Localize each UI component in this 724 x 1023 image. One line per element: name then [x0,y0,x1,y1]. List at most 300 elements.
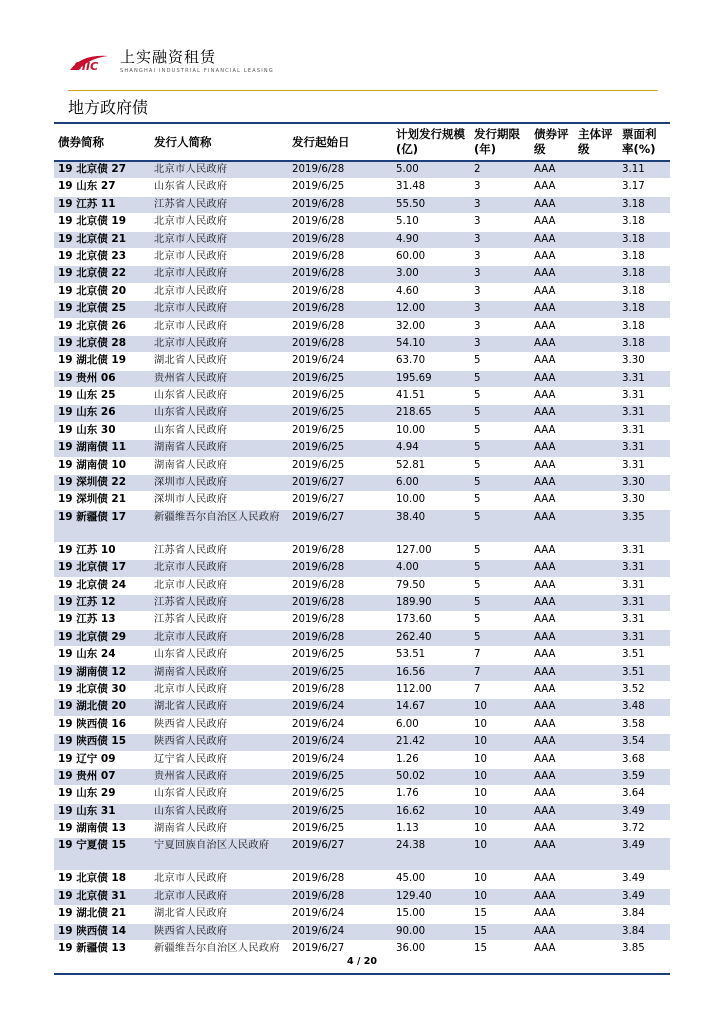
issuer-rating-cell [574,681,618,698]
bond-name-cell: 19 山东 30 [54,422,150,439]
term-cell: 5 [470,560,530,577]
bond-rating-cell: AAA [530,440,574,457]
coupon-rate-cell: 3.30 [618,475,670,492]
issue-date-cell: 2019/6/28 [288,335,392,352]
bond-name-cell: 19 北京债 23 [54,248,150,265]
issuer-cell: 山东省人民政府 [150,647,288,664]
table-row [54,647,670,664]
issue-size-cell: 1.76 [392,786,470,803]
bond-name-cell: 19 贵州 06 [54,370,150,387]
issuer-rating-cell [574,577,618,594]
term-cell: 5 [470,594,530,611]
bond-rating-cell: AAA [530,768,574,785]
term-cell: 10 [470,888,530,905]
bond-rating-cell: AAA [530,301,574,318]
issuer-cell: 山东省人民政府 [150,422,288,439]
company-name-en: SHANGHAI INDUSTRIAL FINANCIAL LEASING [120,68,274,74]
term-cell: 3 [470,301,530,318]
coupon-rate-cell: 3.30 [618,353,670,370]
issuer-rating-cell [574,542,618,559]
coupon-rate-cell: 3.18 [618,196,670,213]
bond-name-cell: 19 宁夏债 15 [54,838,150,871]
coupon-rate-cell: 3.18 [618,301,670,318]
issue-size-cell: 63.70 [392,353,470,370]
bond-rating-cell: AAA [530,612,574,629]
table-row [54,560,670,577]
issue-date-cell: 2019/6/28 [288,594,392,611]
issuer-cell: 北京市人民政府 [150,301,288,318]
section-title: 地方政府债 [68,98,149,117]
term-cell: 5 [470,440,530,457]
bond-name-cell: 19 山东 29 [54,786,150,803]
issue-size-cell: 36.00 [392,941,470,975]
issuer-cell: 山东省人民政府 [150,803,288,820]
issue-date-cell: 2019/6/25 [288,370,392,387]
coupon-rate-cell: 3.18 [618,266,670,283]
coupon-rate-cell: 3.49 [618,838,670,871]
coupon-rate-cell: 3.31 [618,388,670,405]
table-row [54,751,670,768]
issuer-cell: 北京市人民政府 [150,681,288,698]
issue-date-cell: 2019/6/25 [288,405,392,422]
coupon-rate-cell: 3.49 [618,888,670,905]
issue-date-cell: 2019/6/25 [288,803,392,820]
issuer-cell: 北京市人民政府 [150,248,288,265]
issue-size-cell: 129.40 [392,888,470,905]
issuer-rating-cell [574,301,618,318]
bond-rating-cell: AAA [530,560,574,577]
issuer-rating-cell [574,768,618,785]
issue-date-cell: 2019/6/28 [288,161,392,179]
bond-table [54,124,670,975]
coupon-rate-cell: 3.31 [618,440,670,457]
term-cell: 5 [470,542,530,559]
term-cell: 7 [470,664,530,681]
bond-rating-cell: AAA [530,664,574,681]
bond-rating-cell: AAA [530,821,574,838]
table-row [54,248,670,265]
coupon-rate-cell: 3.49 [618,871,670,888]
issue-date-cell: 2019/6/25 [288,786,392,803]
bond-name-cell: 19 北京债 27 [54,161,150,179]
issue-date-cell: 2019/6/27 [288,475,392,492]
issuer-rating-cell [574,179,618,196]
col-header: 债券评级 [530,124,574,161]
coupon-rate-cell: 3.51 [618,647,670,664]
coupon-rate-cell: 3.17 [618,179,670,196]
coupon-rate-cell: 3.49 [618,803,670,820]
issuer-cell: 北京市人民政府 [150,266,288,283]
issue-size-cell: 60.00 [392,248,470,265]
issuer-rating-cell [574,283,618,300]
bond-rating-cell: AAA [530,699,574,716]
term-cell: 5 [470,612,530,629]
table-row [54,821,670,838]
bond-rating-cell: AAA [530,838,574,871]
bond-name-cell: 19 北京债 22 [54,266,150,283]
term-cell: 7 [470,647,530,664]
issuer-rating-cell [574,871,618,888]
table-row [54,509,670,542]
issuer-cell: 新疆维吾尔自治区人民政府 [150,509,288,542]
coupon-rate-cell: 3.59 [618,768,670,785]
bond-rating-cell: AAA [530,161,574,179]
issue-size-cell: 50.02 [392,768,470,785]
issuer-cell: 湖南省人民政府 [150,457,288,474]
bond-rating-cell: AAA [530,629,574,646]
bond-rating-cell: AAA [530,196,574,213]
bond-rating-cell: AAA [530,716,574,733]
issue-date-cell: 2019/6/28 [288,266,392,283]
col-header: 发行人简称 [150,124,288,161]
issuer-cell: 北京市人民政府 [150,577,288,594]
bond-name-cell: 19 陕西债 15 [54,734,150,751]
table-row [54,422,670,439]
coupon-rate-cell: 3.84 [618,906,670,923]
coupon-rate-cell: 3.31 [618,560,670,577]
bond-rating-cell: AAA [530,492,574,509]
issuer-cell: 深圳市人民政府 [150,475,288,492]
bond-name-cell: 19 北京债 21 [54,231,150,248]
bond-name-cell: 19 北京债 18 [54,871,150,888]
term-cell: 10 [470,786,530,803]
issue-date-cell: 2019/6/28 [288,681,392,698]
bond-name-cell: 19 北京债 28 [54,335,150,352]
issue-date-cell: 2019/6/28 [288,283,392,300]
issue-date-cell: 2019/6/24 [288,906,392,923]
siic-logo [68,50,116,76]
coupon-rate-cell: 3.18 [618,318,670,335]
term-cell: 10 [470,751,530,768]
issuer-rating-cell [574,716,618,733]
bond-rating-cell: AAA [530,214,574,231]
table-body [54,161,670,974]
bond-rating-cell: AAA [530,803,574,820]
issue-size-cell: 6.00 [392,716,470,733]
issue-size-cell: 4.00 [392,560,470,577]
issue-size-cell: 5.10 [392,214,470,231]
coupon-rate-cell: 3.31 [618,542,670,559]
bond-name-cell: 19 山东 26 [54,405,150,422]
table-row [54,629,670,646]
issuer-rating-cell [574,370,618,387]
issue-size-cell: 52.81 [392,457,470,474]
header-divider [68,90,658,91]
bond-rating-cell: AAA [530,353,574,370]
table-row [54,318,670,335]
issuer-rating-cell [574,734,618,751]
issue-date-cell: 2019/6/24 [288,734,392,751]
issuer-cell: 湖北省人民政府 [150,699,288,716]
col-header: 票面利率(%) [618,124,670,161]
issuer-rating-cell [574,560,618,577]
table-row [54,283,670,300]
term-cell: 3 [470,196,530,213]
table-row [54,786,670,803]
issuer-rating-cell [574,492,618,509]
coupon-rate-cell: 3.31 [618,612,670,629]
table-row [54,353,670,370]
table-row [54,716,670,733]
table-row [54,871,670,888]
bond-name-cell: 19 湖南债 13 [54,821,150,838]
issuer-cell: 北京市人民政府 [150,283,288,300]
issuer-cell: 北京市人民政府 [150,335,288,352]
table-row [54,457,670,474]
bond-rating-cell: AAA [530,542,574,559]
term-cell: 5 [470,492,530,509]
issuer-rating-cell [574,786,618,803]
issuer-rating-cell [574,647,618,664]
term-cell: 15 [470,906,530,923]
issue-date-cell: 2019/6/25 [288,388,392,405]
issuer-cell: 山东省人民政府 [150,405,288,422]
coupon-rate-cell: 3.72 [618,821,670,838]
term-cell: 10 [470,699,530,716]
bond-name-cell: 19 湖南债 12 [54,664,150,681]
issue-size-cell: 32.00 [392,318,470,335]
bond-rating-cell: AAA [530,888,574,905]
term-cell: 5 [470,577,530,594]
term-cell: 15 [470,941,530,975]
coupon-rate-cell: 3.68 [618,751,670,768]
term-cell: 5 [470,422,530,439]
bond-rating-cell: AAA [530,475,574,492]
table-row [54,214,670,231]
table-row [54,440,670,457]
coupon-rate-cell: 3.18 [618,214,670,231]
issuer-cell: 湖南省人民政府 [150,664,288,681]
col-header: 发行期限(年) [470,124,530,161]
bond-rating-cell: AAA [530,594,574,611]
issuer-cell: 北京市人民政府 [150,214,288,231]
issue-size-cell: 1.26 [392,751,470,768]
bond-name-cell: 19 山东 25 [54,388,150,405]
bond-rating-cell: AAA [530,906,574,923]
issue-size-cell: 41.51 [392,388,470,405]
table-row [54,888,670,905]
bond-rating-cell: AAA [530,786,574,803]
term-cell: 3 [470,214,530,231]
coupon-rate-cell: 3.31 [618,422,670,439]
coupon-rate-cell: 3.84 [618,923,670,940]
term-cell: 3 [470,335,530,352]
coupon-rate-cell: 3.58 [618,716,670,733]
term-cell: 3 [470,283,530,300]
coupon-rate-cell: 3.51 [618,664,670,681]
issuer-rating-cell [574,405,618,422]
issuer-rating-cell [574,664,618,681]
issuer-rating-cell [574,161,618,179]
issuer-cell: 宁夏回族自治区人民政府 [150,838,288,871]
issuer-rating-cell [574,594,618,611]
issuer-cell: 湖南省人民政府 [150,440,288,457]
bond-name-cell: 19 湖南债 11 [54,440,150,457]
coupon-rate-cell: 3.64 [618,786,670,803]
table-row [54,179,670,196]
issue-date-cell: 2019/6/27 [288,509,392,542]
issue-size-cell: 173.60 [392,612,470,629]
coupon-rate-cell: 3.11 [618,161,670,179]
issuer-rating-cell [574,751,618,768]
issue-size-cell: 16.62 [392,803,470,820]
issue-date-cell: 2019/6/28 [288,301,392,318]
issue-size-cell: 195.69 [392,370,470,387]
bond-rating-cell: AAA [530,734,574,751]
issuer-cell: 江苏省人民政府 [150,542,288,559]
issue-size-cell: 16.56 [392,664,470,681]
coupon-rate-cell: 3.30 [618,492,670,509]
issuer-cell: 新疆维吾尔自治区人民政府 [150,941,288,975]
issuer-cell: 山东省人民政府 [150,179,288,196]
issue-size-cell: 10.00 [392,422,470,439]
issuer-cell: 北京市人民政府 [150,888,288,905]
bond-name-cell: 19 辽宁 09 [54,751,150,768]
issue-date-cell: 2019/6/28 [288,629,392,646]
issue-size-cell: 4.94 [392,440,470,457]
issue-date-cell: 2019/6/28 [288,612,392,629]
coupon-rate-cell: 3.85 [618,941,670,975]
issuer-rating-cell [574,248,618,265]
issuer-rating-cell [574,353,618,370]
term-cell: 3 [470,179,530,196]
table-row [54,803,670,820]
issue-date-cell: 2019/6/28 [288,888,392,905]
table-row [54,161,670,179]
issue-size-cell: 79.50 [392,577,470,594]
issuer-rating-cell [574,838,618,871]
bond-name-cell: 19 北京债 24 [54,577,150,594]
table-row [54,370,670,387]
col-header: 主体评级 [574,124,618,161]
issue-size-cell: 112.00 [392,681,470,698]
issuer-rating-cell [574,699,618,716]
table-row [54,405,670,422]
issue-size-cell: 45.00 [392,871,470,888]
issue-date-cell: 2019/6/28 [288,542,392,559]
coupon-rate-cell: 3.18 [618,231,670,248]
bond-name-cell: 19 湖北债 19 [54,353,150,370]
bond-name-cell: 19 北京债 26 [54,318,150,335]
issuer-rating-cell [574,335,618,352]
bond-rating-cell: AAA [530,681,574,698]
table-row [54,594,670,611]
table-row [54,301,670,318]
bond-name-cell: 19 北京债 29 [54,629,150,646]
issue-date-cell: 2019/6/28 [288,577,392,594]
issue-size-cell: 15.00 [392,906,470,923]
issue-size-cell: 53.51 [392,647,470,664]
table-row [54,681,670,698]
table-row [54,906,670,923]
issue-date-cell: 2019/6/28 [288,871,392,888]
coupon-rate-cell: 3.31 [618,577,670,594]
issue-date-cell: 2019/6/24 [288,716,392,733]
issue-date-cell: 2019/6/28 [288,231,392,248]
page-header [68,44,658,94]
table-row [54,542,670,559]
col-header: 计划发行规模(亿) [392,124,470,161]
company-name: 上实融资租赁 [120,48,217,66]
bond-rating-cell: AAA [530,179,574,196]
issue-size-cell: 55.50 [392,196,470,213]
term-cell: 10 [470,821,530,838]
coupon-rate-cell: 3.48 [618,699,670,716]
bond-rating-cell: AAA [530,405,574,422]
issuer-rating-cell [574,196,618,213]
issuer-cell: 北京市人民政府 [150,871,288,888]
issuer-rating-cell [574,440,618,457]
issuer-cell: 陕西省人民政府 [150,734,288,751]
issuer-cell: 山东省人民政府 [150,786,288,803]
issue-size-cell: 3.00 [392,266,470,283]
issue-size-cell: 21.42 [392,734,470,751]
issuer-rating-cell [574,629,618,646]
bond-name-cell: 19 深圳债 21 [54,492,150,509]
term-cell: 10 [470,768,530,785]
term-cell: 5 [470,475,530,492]
issuer-rating-cell [574,388,618,405]
bond-rating-cell: AAA [530,335,574,352]
issue-size-cell: 10.00 [392,492,470,509]
term-cell: 5 [470,509,530,542]
issuer-cell: 江苏省人民政府 [150,594,288,611]
coupon-rate-cell: 3.18 [618,335,670,352]
issuer-cell: 山东省人民政府 [150,388,288,405]
issuer-rating-cell [574,906,618,923]
issue-size-cell: 12.00 [392,301,470,318]
issuer-cell: 江苏省人民政府 [150,196,288,213]
issue-size-cell: 31.48 [392,179,470,196]
bond-rating-cell: AAA [530,457,574,474]
issue-size-cell: 54.10 [392,335,470,352]
issuer-cell: 湖北省人民政府 [150,906,288,923]
page-number: 4 / 20 [347,956,377,967]
table-row [54,838,670,871]
term-cell: 10 [470,803,530,820]
issuer-cell: 湖南省人民政府 [150,821,288,838]
col-header: 债券简称 [54,124,150,161]
bond-name-cell: 19 江苏 13 [54,612,150,629]
issuer-rating-cell [574,214,618,231]
table-row [54,388,670,405]
bond-rating-cell: AAA [530,577,574,594]
term-cell: 5 [470,353,530,370]
table-row [54,923,670,940]
coupon-rate-cell: 3.31 [618,594,670,611]
issuer-rating-cell [574,612,618,629]
bond-rating-cell: AAA [530,231,574,248]
issue-size-cell: 262.40 [392,629,470,646]
bond-name-cell: 19 山东 24 [54,647,150,664]
issue-date-cell: 2019/6/25 [288,821,392,838]
coupon-rate-cell: 3.18 [618,283,670,300]
coupon-rate-cell: 3.31 [618,405,670,422]
issuer-rating-cell [574,509,618,542]
bond-rating-cell: AAA [530,266,574,283]
issue-size-cell: 6.00 [392,475,470,492]
bond-rating-cell: AAA [530,923,574,940]
bond-rating-cell: AAA [530,871,574,888]
issuer-cell: 北京市人民政府 [150,231,288,248]
bond-rating-cell: AAA [530,509,574,542]
table-row [54,196,670,213]
issue-size-cell: 189.90 [392,594,470,611]
issue-date-cell: 2019/6/28 [288,214,392,231]
issuer-cell: 北京市人民政府 [150,629,288,646]
term-cell: 5 [470,388,530,405]
bond-name-cell: 19 江苏 11 [54,196,150,213]
